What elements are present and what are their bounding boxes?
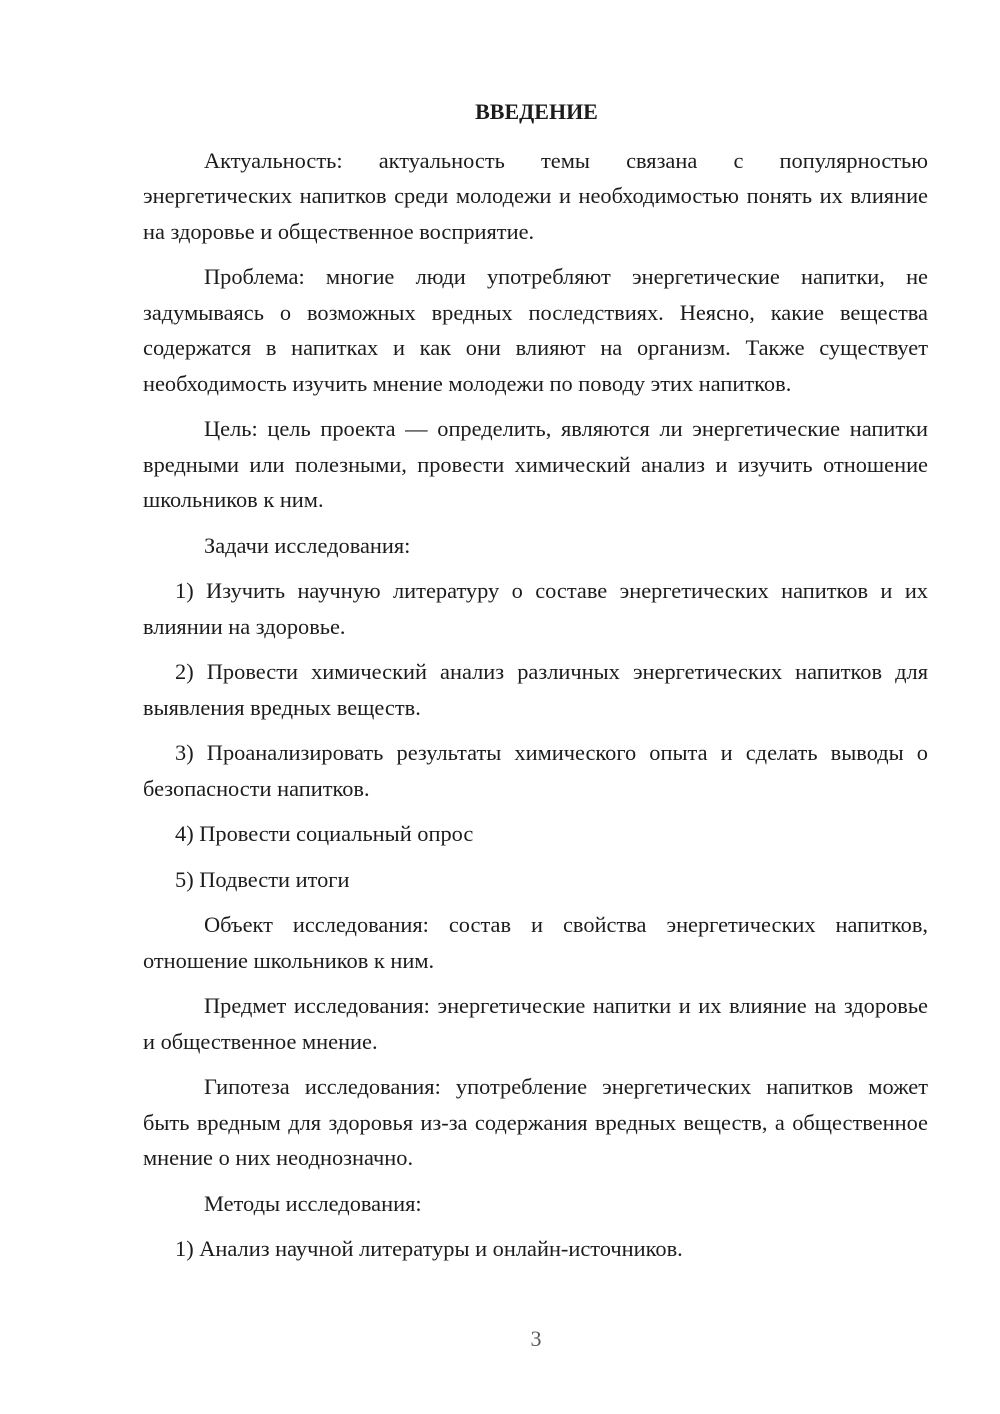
- page-content: [143, 94, 928, 1277]
- list-item-task-1: 1) Изучить научную литературу о составе энергетических напитков и их влиянии на здоровье.: [143, 578, 928, 639]
- list-item-method-1: 1) Анализ научной литературы и онлайн-источников.: [175, 1236, 683, 1261]
- page-number: 3: [530, 1326, 542, 1351]
- list-item-task-4: 4) Провести социальный опрос: [175, 821, 474, 846]
- paragraph-relevance: Актуальность: актуальность темы связана с популярностью энергетических напитков среди молодежи и необходимостью понять их влияние на здоровье и общественное восприятие.: [143, 147, 928, 244]
- paragraph-methods-heading: Методы исследования:: [204, 1190, 422, 1216]
- paragraph-object: Объект исследования: состав и свойства энергетических напитков, отношение школьников к ним.: [143, 912, 928, 973]
- paragraph-goal: Цель: цель проекта — определить, являются ли энергетические напитки вредными или полезными, провести химический анализ и изучить отношение школьников к ним.: [143, 416, 928, 512]
- list-item-task-5: 5) Подвести итоги: [175, 866, 350, 892]
- section-title: ВВЕДЕНИЕ: [475, 99, 598, 124]
- paragraph-tasks-heading: Задачи исследования:: [204, 532, 411, 558]
- list-item-task-3: 3) Проанализировать результаты химического опыта и сделать выводы о безопасности напитков.: [143, 740, 928, 801]
- paragraph-hypothesis: Гипотеза исследования: употребление энергетических напитков может быть вредным для здоровья из-за содержания вредных веществ, а общественное мнение о них неоднозначно.: [143, 1074, 928, 1170]
- paragraph-subject: Предмет исследования: энергетические напитки и их влияние на здоровье и общественное мнение.: [143, 993, 928, 1054]
- list-item-task-2: 2) Провести химический анализ различных энергетических напитков для выявления вредных веществ.: [143, 659, 928, 720]
- paragraph-problem: Проблема: многие люди употребляют энергетические напитки, не задумываясь о возможных вредных последствиях. Неясно, какие вещества содержатся в напитках и как они влияют на организм. Также существует необходимость изучить мнение молодежи по поводу этих напитков.: [143, 264, 928, 396]
